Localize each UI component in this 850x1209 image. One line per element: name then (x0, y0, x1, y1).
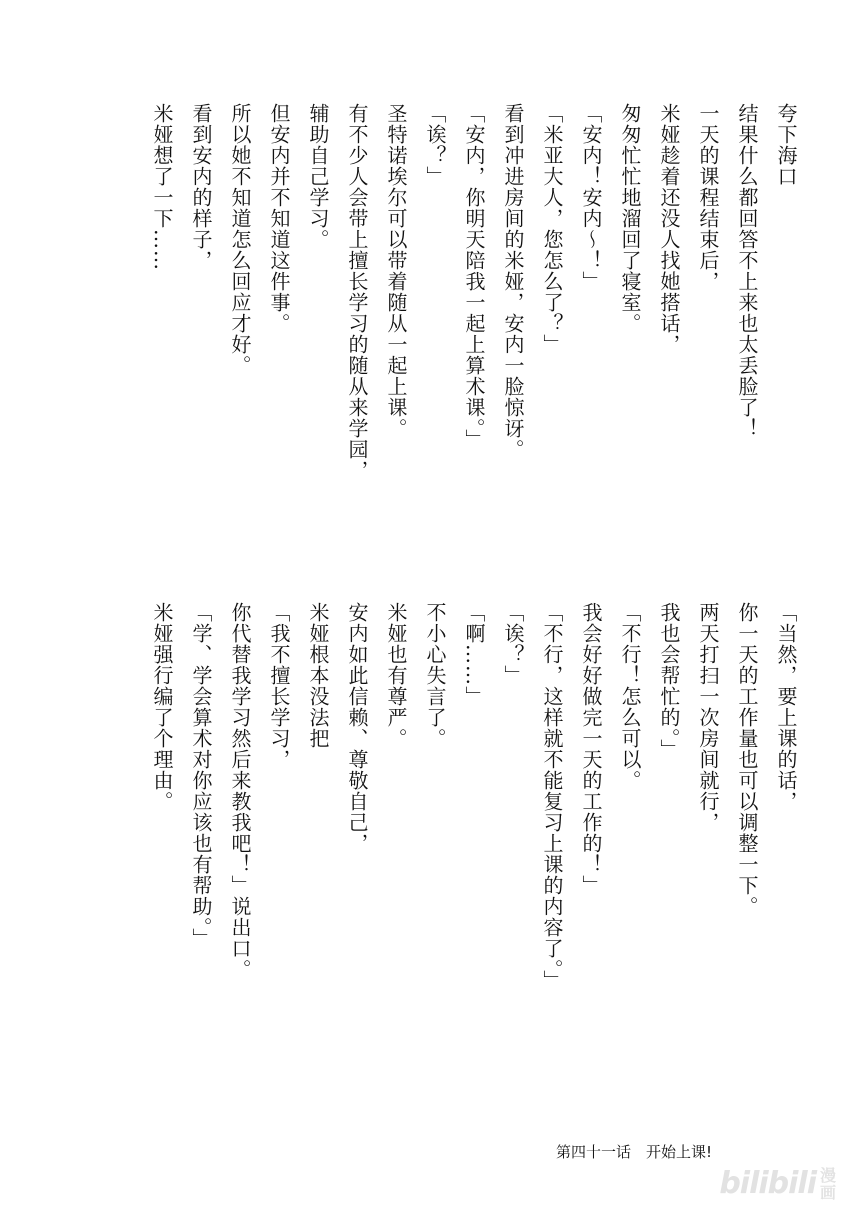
text-column: 「啊……」 (462, 602, 486, 707)
text-column: 「不行，这样就不能复习上课的内容了。」 (540, 602, 564, 991)
text-column: 一天的课程结束后， (696, 103, 720, 292)
text-column: 结果什么都回答不上来也太丢脸了！ (735, 103, 759, 439)
text-column: 你一天的工作量也可以调整一下。 (735, 602, 759, 917)
bilibili-logo: bilibili (719, 1166, 816, 1201)
text-column: 圣特诺埃尔可以带着随从一起上课。 (384, 103, 408, 439)
text-column: 「安内！安内～！」 (579, 103, 603, 292)
text-block-top (61, 103, 801, 481)
text-column: 辅助自己学习。 (306, 103, 330, 250)
text-column: 匆匆忙忙地溜回了寝室。 (618, 103, 642, 334)
text-column: 米娅根本没法把 (306, 602, 330, 749)
text-column: 米娅趁着还没人找她搭话， (657, 103, 681, 355)
bilibili-manhua-watermark (719, 1166, 836, 1201)
text-column: 不小心失言了。 (423, 602, 447, 749)
text-column: 夸下海口 (774, 103, 798, 187)
text-column: 「诶？」 (501, 602, 525, 686)
text-column: 米娅想了一下…… (150, 103, 174, 271)
text-column: 我会好好做完一天的工作的！」 (579, 602, 603, 896)
text-block-bottom (61, 602, 801, 991)
text-column: 但安内并不知道这件事。 (267, 103, 291, 334)
text-column: 你代替我学习然后来教我吧！」说出口。 (228, 602, 252, 980)
chapter-title: 第四十一话 开始上课! (555, 1143, 712, 1161)
text-column: 看到冲进房间的米娅，安内一脸惊讶。 (501, 103, 525, 460)
text-column: 「米亚大人，您怎么了？」 (540, 103, 564, 355)
text-column: 「学、学会算术对你应该也有帮助。」 (189, 602, 213, 949)
text-column: 米娅也有尊严。 (384, 602, 408, 749)
text-column: 两天打扫一次房间就行， (696, 602, 720, 833)
text-column: 看到安内的样子， (189, 103, 213, 271)
text-column: 我也会帮忙的。」 (657, 602, 681, 760)
text-column: 「我不擅长学习， (267, 602, 291, 770)
manhua-label (820, 1167, 836, 1201)
text-column: 所以她不知道怎么回应才好。 (228, 103, 252, 376)
manhua-label-char: 画 (819, 1182, 836, 1202)
text-column: 米娅强行编了个理由。 (150, 602, 174, 812)
text-column: 「不行！怎么可以。 (618, 602, 642, 791)
text-column: 「安内，你明天陪我一起上算术课。」 (462, 103, 486, 450)
text-column: 有不少人会带上擅长学习的随从来学园， (345, 103, 369, 481)
text-column: 「当然，要上课的话， (774, 602, 798, 812)
text-column: 「诶？」 (423, 103, 447, 187)
manhua-label-char: 漫 (819, 1165, 836, 1185)
text-column: 安内如此信赖、尊敬自己， (345, 602, 369, 854)
